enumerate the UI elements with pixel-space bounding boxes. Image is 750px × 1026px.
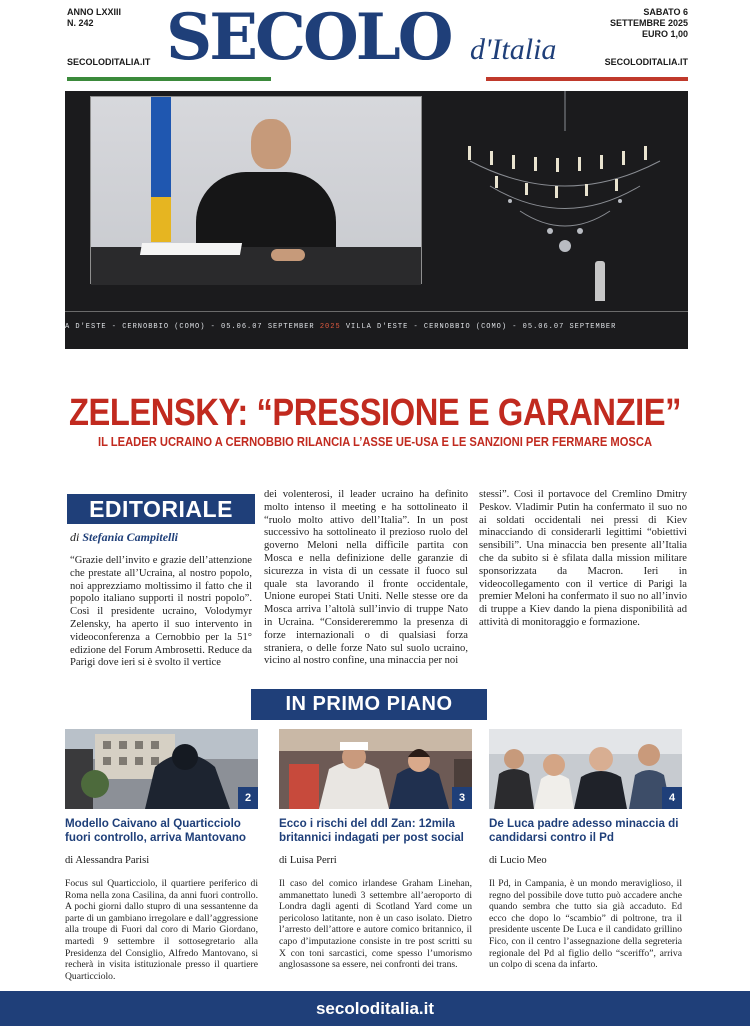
date-price-info [610, 7, 688, 40]
card-author: Alessandra Parisi [75, 855, 150, 866]
card-text: Focus sul Quarticciolo, il quartiere periferico di Roma nella zona Casilina, da anni fuori controllo. A pochi giorni dallo stupro di una sessantenne da parte di un gambiano irregolare e dall’aggressione alla troupe di Fuori dal coro di Mario Giordano, martedì 9 settembre il sottosegretario alla Presidenza del Consiglio, Alfredo Mantovano, si recherà in visita istituzionale presso il quartiere Quarticciolo. [65, 878, 258, 982]
flag-yellow-stripe [151, 197, 171, 242]
speaker-head [251, 119, 291, 169]
card-number: 4 [662, 787, 682, 809]
document-paper [140, 243, 242, 255]
card-byline-prefix: di [65, 855, 74, 866]
logo-secolo: SECOLO [166, 0, 451, 75]
site-link-left[interactable]: SECOLODITALIA.IT [67, 57, 151, 67]
video-screen [90, 96, 422, 284]
price: EURO 1,00 [641, 29, 688, 39]
issue-year: ANNO LXXIII [67, 7, 122, 17]
site-link-right[interactable]: SECOLODITALIA.IT [604, 57, 688, 67]
card-byline-prefix: di [489, 855, 498, 866]
event-banner [65, 319, 688, 335]
flag-blue-stripe [151, 97, 171, 197]
editoriale-column-2: dei volenterosi, il leader ucraino ha definito molto intenso il meeting e ha sottolineato il “ruolo molto attivo dell’Italia”. In un post successivo ha sottolineato il prezioso ruolo del governo Meloni nella difficile partita con Mosca e nella definizione delle garanzie di sicurezza in vista di un cessate il fuoco sul quale sta lavorando il fronte occidentale, Unione europei Stati Uniti. Nelle stesse ore da Mosca arriva l’altolà sull’invio di truppe Nato in Ucraina. “Considereremmo la presenza di forze internazionali o di qualsiasi forza straniera, o delle forze Nato sul suolo ucraino, vicino al nostro confine, una minaccia per noi [264, 489, 468, 667]
card-byline-prefix: di [279, 855, 288, 866]
card-text: Il Pd, in Campania, è un mondo meraviglioso, il regno del possibile dove tutto può accadere anche quando sembra che tutto sia già accaduto. Ed ecco che dopo lo “scambio” di poltrone, tra il presidente uscente De Luca e il candidato grillino Fico, con il centro l’assegnazione della segreteria regionale del Pd al figlio dello “sceriffo”, arriva un colpo di scena da infarto. [489, 878, 682, 971]
banner-divider [65, 311, 688, 312]
editoriale-byline [70, 530, 178, 545]
date-line-1: SABATO 6 [643, 7, 688, 17]
news-card[interactable] [65, 729, 258, 982]
card-byline [279, 855, 472, 866]
card-number: 2 [238, 787, 258, 809]
quarticciolo-photo [65, 729, 258, 809]
issue-info [67, 7, 121, 29]
editoriale-column-1: “Grazie dell’invito e grazie dell’attenzione che prestate all’Ucraina, al nostro popolo, noi apprezziamo moltissimo il fatto che il popolo italiano supporti il nostri popolo”. Così il presidente ucraino, Volodymyr Zelensky, ha aperto il suo intervento in videoconferenza a Cernobbio per la 51° edizione del Forum Ambrosetti. Reduce da Parigi dove ieri si è svolto il vertice [70, 555, 252, 669]
glass-decoration [595, 261, 605, 301]
news-card[interactable] [279, 729, 472, 971]
card-title[interactable]: Ecco i rischi del ddl Zan: 12mila britannici indagati per post social [279, 817, 464, 844]
card-author: Lucio Meo [499, 855, 547, 866]
card-byline [65, 855, 258, 866]
banner-text-a: A D'ESTE - CERNOBBIO (COMO) - 05.06.07 SEPTEMBER [65, 323, 320, 331]
news-thumbnail[interactable] [65, 729, 258, 809]
main-subheadline: IL LEADER UCRAINO A CERNOBBIO RILANCIA L’ASSE UE-USA E LE SANZIONI PER FERMARE MOSCA [97, 434, 653, 449]
main-headline[interactable]: ZELENSKY: “PRESSIONE E GARANZIE” [68, 392, 682, 434]
card-number: 3 [452, 787, 472, 809]
tricolor-rule-green [67, 77, 271, 81]
main-photo [65, 91, 688, 349]
tricolor-rule-red [486, 77, 688, 81]
social-post-photo [279, 729, 472, 809]
card-author: Luisa Perri [289, 855, 337, 866]
chandelier-graphic [450, 91, 680, 281]
editoriale-label: EDITORIALE [67, 494, 255, 524]
card-title[interactable]: De Luca padre adesso minaccia di candidarsi contro il Pd [489, 817, 679, 844]
card-byline [489, 855, 682, 866]
speaker-hand [271, 249, 305, 261]
news-thumbnail[interactable] [279, 729, 472, 809]
date-line-2: SETTEMBRE 2025 [609, 18, 688, 28]
card-title[interactable]: Modello Caivano al Quarticciolo fuori controllo, arriva Mantovano [65, 817, 247, 844]
primo-piano-label: IN PRIMO PIANO [251, 689, 487, 720]
de-luca-photo [489, 729, 682, 809]
footer-site-link[interactable]: secoloditalia.it [0, 991, 750, 1026]
byline-prefix: di [70, 530, 80, 544]
issue-number: N. 242 [67, 18, 94, 28]
editoriale-column-3: stessi”. Così il portavoce del Cremlino Dmitry Peskov. Vladimir Putin ha confermato il suo no ai soldati occidentali nei pressi di Kiev minacciando di considerarli legittimi “obiettivi sensibili”. Una minaccia ben presente all’Italia che da subito si è sfilata dalla mission militare sponsorizzata da Macron. Ieri in videocollegamento con il vertice di Parigi la premier Meloni ha confermato il suo no all’invio di truppe a Kiev dando la piena disponibilità ad attività di monitoraggio e formazione. [479, 489, 687, 628]
editoriale-author: Stefania Campitelli [82, 530, 179, 544]
card-text: Il caso del comico irlandese Graham Linehan, ammanettato lunedì 3 settembre all’aeroporto di Londra dagli agenti di Scotland Yard come un pericoloso latitante, non è un caso isolato. Dietro l’arresto dell’attore e autore comico britannico, il capo d’imputazione consiste in tre post scritti su X con toni sarcastici, come spesso l’umorismo anglosassone sa essere, nei confronti dei trans. [279, 878, 472, 971]
banner-text-b: VILLA D'ESTE - CERNOBBIO (COMO) - 05.06.07 SEPTEMBER [340, 323, 617, 331]
banner-year: 2025 [319, 323, 341, 331]
news-card[interactable] [489, 729, 682, 971]
logo-ditalia: d'Italia [470, 33, 557, 66]
news-thumbnail[interactable] [489, 729, 682, 809]
